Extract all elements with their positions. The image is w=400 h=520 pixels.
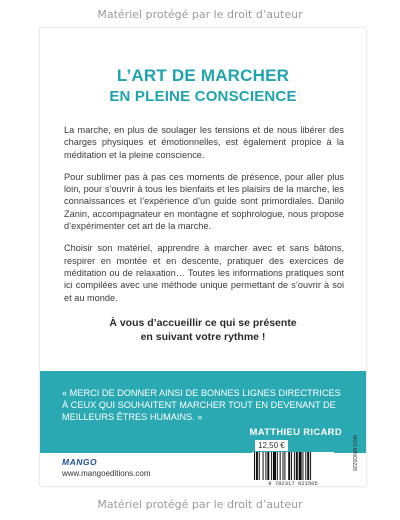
barcode-bar <box>259 452 260 480</box>
barcode-bar <box>296 452 298 480</box>
endorsement-quote: « MERCI DE DONNER AINSI DE BONNES LIGNES DIRECTRICES À CEUX QUI SOUHAITENT MARCHER TOUT EN DEVENANT DE MEILLEURS ÊTRES HUMAINS. » <box>62 388 341 422</box>
quote-band <box>40 371 366 453</box>
barcode-bar <box>284 452 285 480</box>
barcode-bar <box>267 452 269 480</box>
tagline-line-2: en suivant votre rythme ! <box>140 331 266 343</box>
copyright-watermark-bottom: Matériel protégé par le droit d’auteur <box>97 498 303 511</box>
publisher-website: www.mangoeditions.com <box>62 469 151 478</box>
barcode-bar <box>294 452 295 480</box>
barcode-bar <box>305 452 306 480</box>
blurb <box>64 124 344 314</box>
tagline-line-1: À vous d’accueillir ce qui se présente <box>109 317 297 329</box>
barcode-bar <box>254 452 255 480</box>
barcode-bar <box>307 452 309 480</box>
barcode-bar <box>288 452 290 480</box>
barcode-bar <box>263 452 264 480</box>
blurb-paragraph-1: La marche, en plus de soulager les tensions et de nous libérer des charges physiques et émotionnelles, est également propice à la méditation et la pleine conscience. <box>64 125 344 160</box>
barcode-bar <box>283 452 284 480</box>
barcode-bar <box>299 452 302 480</box>
barcode-bar <box>291 452 292 480</box>
barcode-icon <box>252 452 334 482</box>
barcode-bar <box>310 452 311 480</box>
barcode-bar <box>277 452 278 480</box>
barcode-bar <box>256 452 258 480</box>
tagline <box>40 316 366 344</box>
blurb-paragraph-3: Choisir son matériel, apprendre à marcher avec et sans bâtons, respirer en montée et en descente, pratiquer des exercices de méditation ou de relaxation… Toutes les informations pratiques sont ici compilées avec une méthode unique permettant de s’ouvrir à soi et au monde. <box>64 243 344 303</box>
publisher-block <box>62 457 150 478</box>
book-back-cover <box>40 28 366 486</box>
barcode-bar <box>302 452 303 480</box>
barcode-bar <box>265 452 266 480</box>
isbn-number: 9 782317 021505 <box>252 480 334 486</box>
quote-author: MATTHIEU RICARD <box>249 427 342 438</box>
book-title <box>40 66 366 105</box>
copyright-watermark-top: Matériel protégé par le droit d’auteur <box>97 8 303 21</box>
publisher-logo: MANGO <box>62 457 98 467</box>
barcode-bar <box>280 452 281 480</box>
reference-code <box>344 428 357 484</box>
reference-code-text: MOS MNO0228 <box>351 435 357 471</box>
barcode-bar <box>273 452 276 480</box>
price-label: 12,50 € <box>255 440 288 451</box>
blurb-paragraph-2: Pour sublimer pas à pas ces moments de présence, pour aller plus loin, pour s’ouvrir à tous les bienfaits et les plaisirs de la marche, les connaissances et l’expérience d’un guide sont primordiales. Danilo Zanin, accompagnateur en montagne et sophrologue, nous propose d’expérimenter cet art de la marche. <box>64 171 344 232</box>
title-line-1: L’ART DE MARCHER <box>116 66 290 85</box>
barcode-bar <box>271 452 272 480</box>
title-line-2: EN PLEINE CONSCIENCE <box>109 88 297 105</box>
